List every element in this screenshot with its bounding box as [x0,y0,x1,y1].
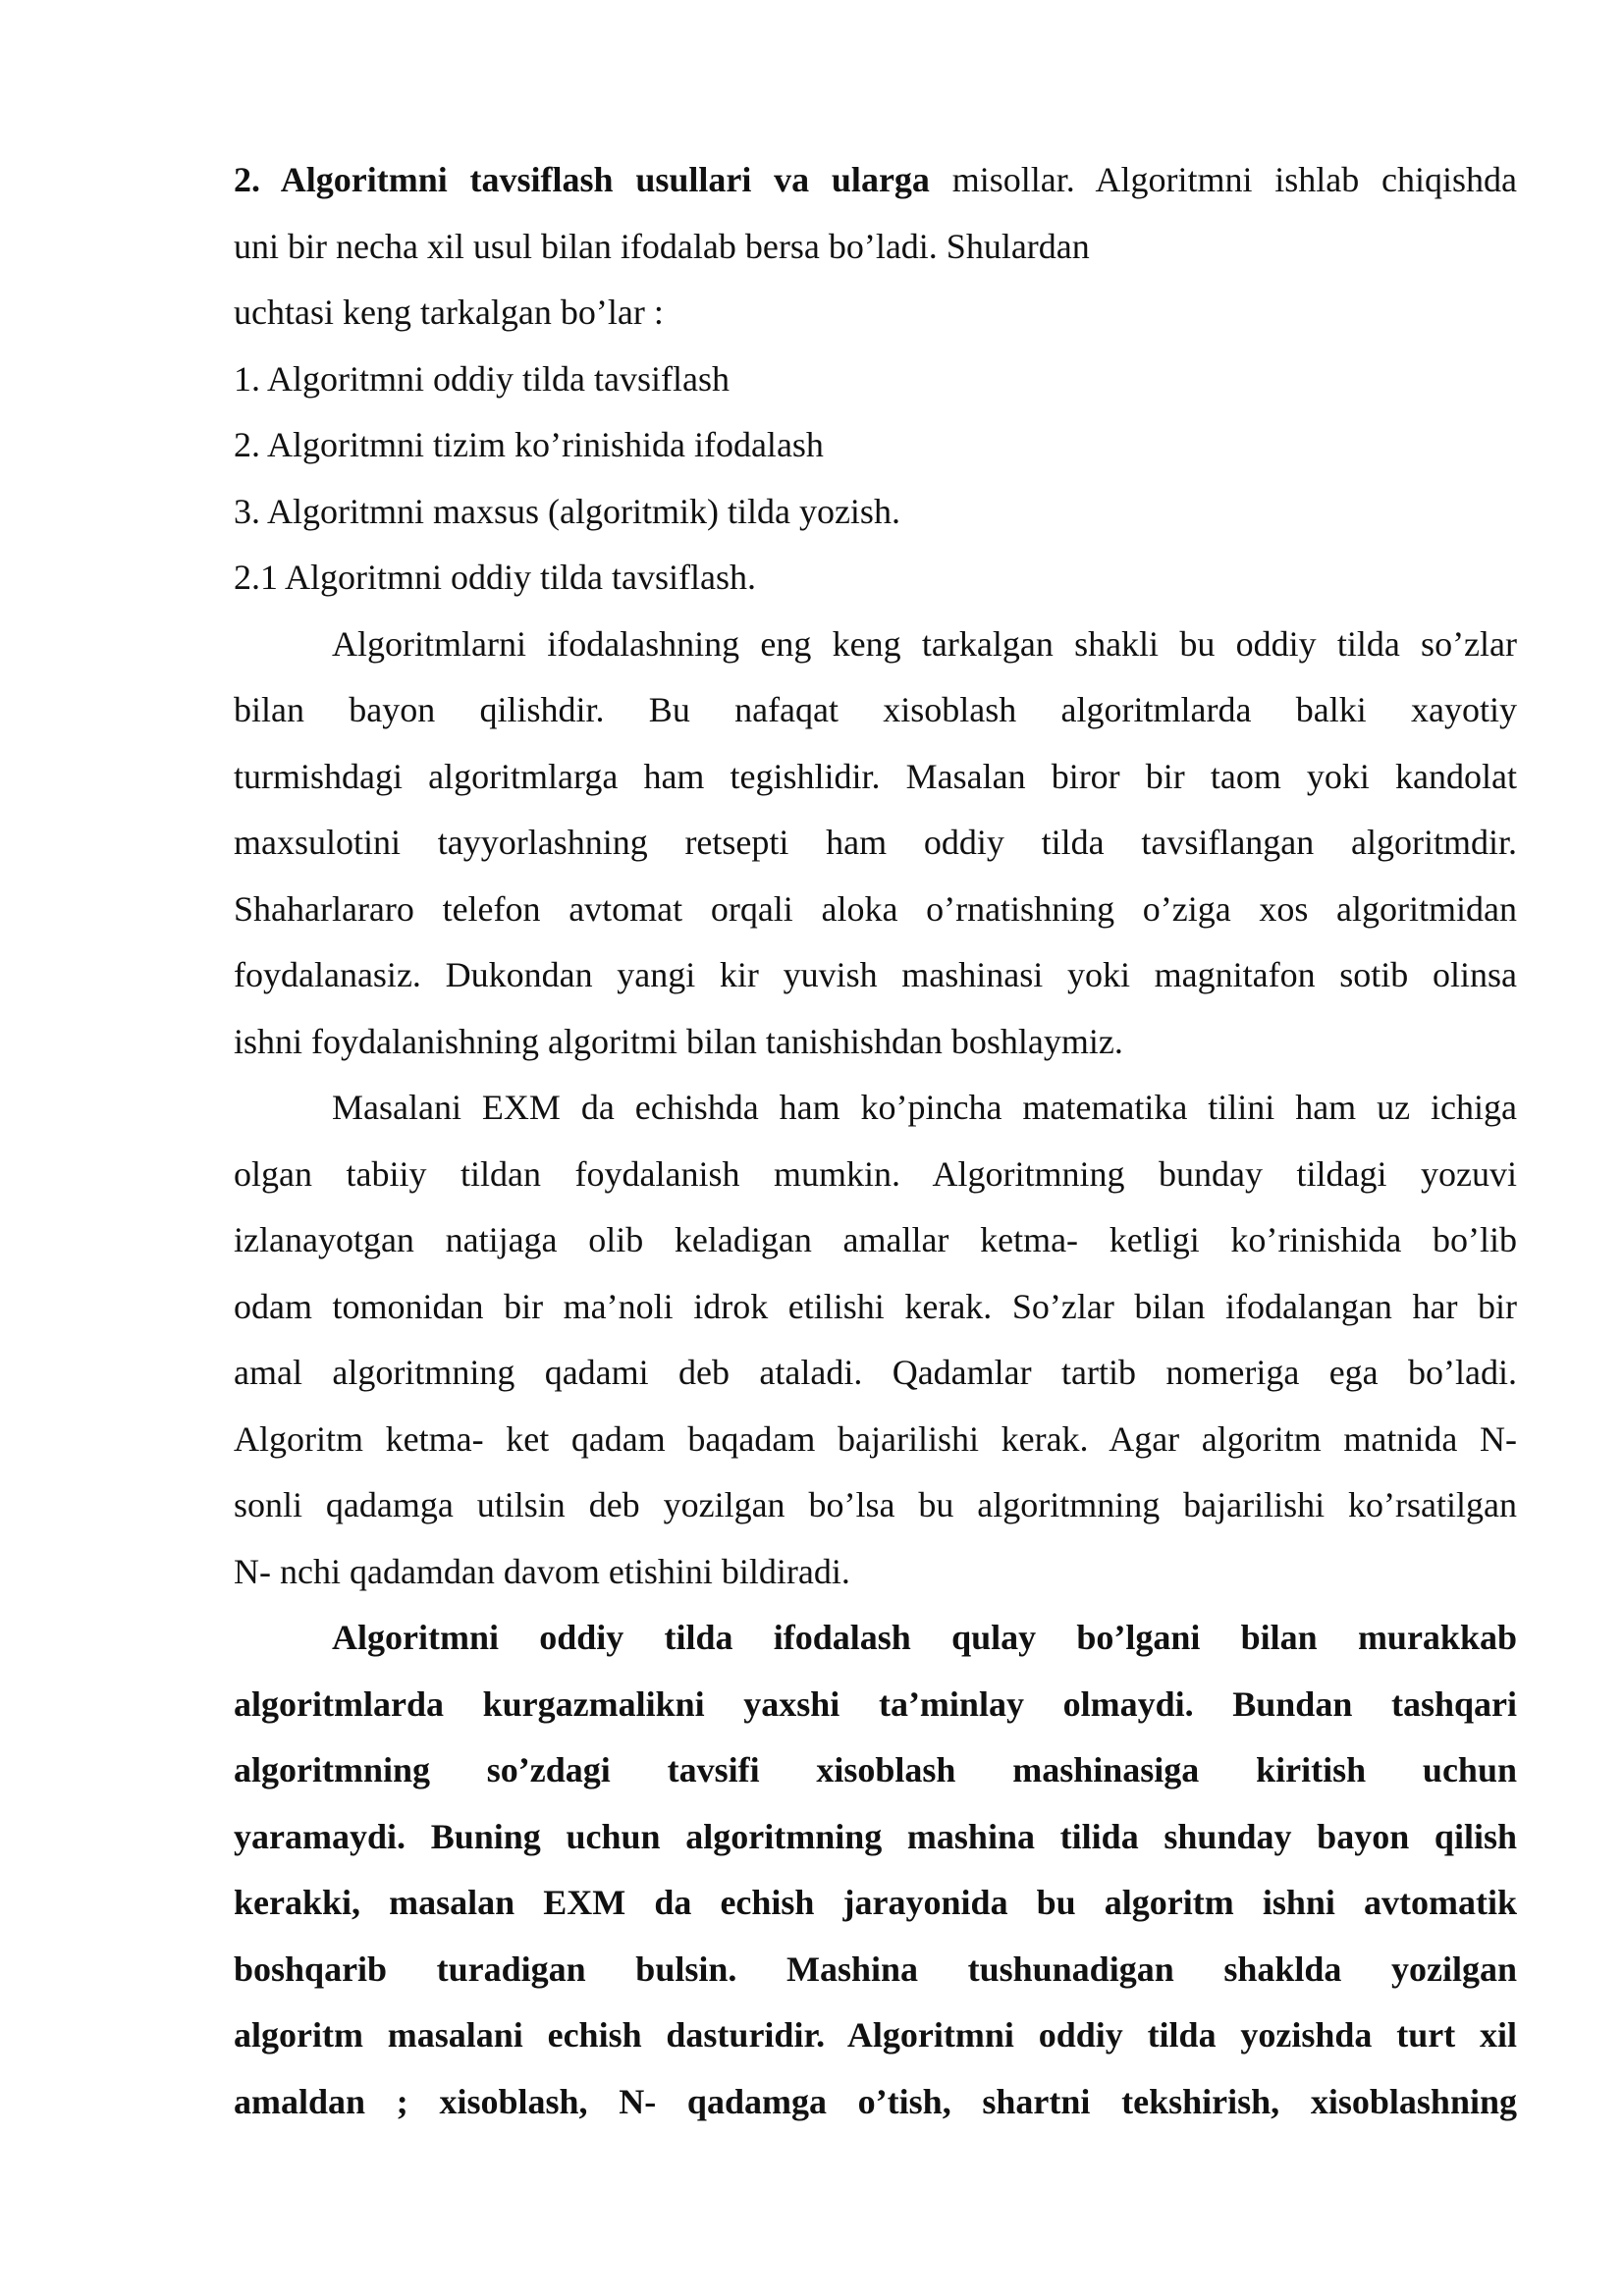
paragraph-line: izlanayotgan natijaga olib keladigan amallar ketma- ketligi ko’rinishida bo’lib [234,1220,1517,1259]
intro-line: uchtasi keng tarkalgan bo’lar : [234,293,664,332]
method-list-item: 2. Algoritmni tizim ko’rinishida ifodalash [234,425,824,464]
paragraph-line: Shaharlararo telefon avtomat orqali aloka o’rnatishning o’ziga xos algoritmidan [234,888,1517,929]
subsection-heading: 2.1 Algoritmni oddiy tilda tavsiflash. [234,558,756,597]
section-heading-bold: 2. Algoritmni tavsiflash usullari va ularga [234,160,930,199]
paragraph-line: bilan bayon qilishdir. Bu nafaqat xisoblash algoritmlarda balki xayotiy [234,690,1517,729]
paragraph-line: algoritmning so’zdagi tavsifi xisoblash mashinasiga kiritish uchun [234,1750,1517,1789]
paragraph-line: Algoritm ketma- ket qadam baqadam bajarilishi kerak. Agar algoritm matnida N- [234,1418,1517,1459]
paragraph-line: algoritmlarda kurgazmalikni yaxshi ta’minlay olmaydi. Bundan tashqari [234,1683,1517,1724]
method-list-item: 1. Algoritmni oddiy tilda tavsiflash [234,358,730,399]
paragraph-line: ishni foydalanishning algoritmi bilan tanishishdan boshlaymiz. [234,1021,1123,1061]
paragraph-line: boshqarib turadigan bulsin. Mashina tushunadigan shaklda yozilgan [234,1949,1517,1989]
method-list-item: 3. Algoritmni maxsus (algoritmik) tilda yozish. [234,491,900,531]
paragraph-line: foydalanasiz. Dukondan yangi kir yuvish mashinasi yoki magnitafon sotib olinsa [234,955,1517,994]
paragraph-line: amaldan ; xisoblash, N- qadamga o’tish, shartni tekshirish, xisoblashning [234,2081,1517,2121]
paragraph-line: Masalani EXM da echishda ham ko’pincha matematika tilini ham uz ichiga [332,1088,1517,1127]
section-heading-rest: misollar. Algoritmni ishlab chiqishda [929,160,1517,199]
section-heading-line [234,147,1517,214]
paragraph-line: algoritm masalani echish dasturidir. Algoritmni oddiy tilda yozishda turt xil [234,2015,1517,2055]
paragraph-line: amal algoritmning qadami deb ataladi. Qadamlar tartib nomeriga ega bo’ladi. [234,1353,1517,1392]
paragraph-line: yaramaydi. Buning uchun algoritmning mashina tilida shunday bayon qilish [234,1816,1517,1856]
paragraph-line: Algoritmlarni ifodalashning eng keng tarkalgan shakli bu oddiy tilda so’zlar [332,623,1517,664]
intro-line: uni bir necha xil usul bilan ifodalab bersa bo’ladi. Shulardan [234,226,1090,266]
paragraph-line: Algoritmni oddiy tilda ifodalash qulay bo’lgani bilan murakkab [332,1618,1517,1657]
paragraph-line: maxsulotini tayyorlashning retsepti ham oddiy tilda tavsiflangan algoritmdir. [234,823,1517,862]
paragraph-line: N- nchi qadamdan davom etishini bildiradi. [234,1551,850,1591]
paragraph-3-bold [234,1605,1517,2135]
paragraph-2 [234,1075,1517,1605]
document-page [234,147,1517,2135]
paragraph-line: olgan tabiiy tildan foydalanish mumkin. Algoritmning bunday tildagi yozuvi [234,1153,1517,1194]
paragraph-1 [234,612,1517,1076]
paragraph-line: turmishdagi algoritmlarga ham tegishlidir. Masalan biror bir taom yoki kandolat [234,756,1517,796]
paragraph-line: odam tomonidan bir ma’noli idrok etilishi kerak. So’zlar bilan ifodalangan har bir [234,1286,1517,1326]
paragraph-line: sonli qadamga utilsin deb yozilgan bo’lsa bu algoritmning bajarilishi ko’rsatilgan [234,1485,1517,1524]
paragraph-line: kerakki, masalan EXM da echish jarayonida bu algoritm ishni avtomatik [234,1883,1517,1922]
